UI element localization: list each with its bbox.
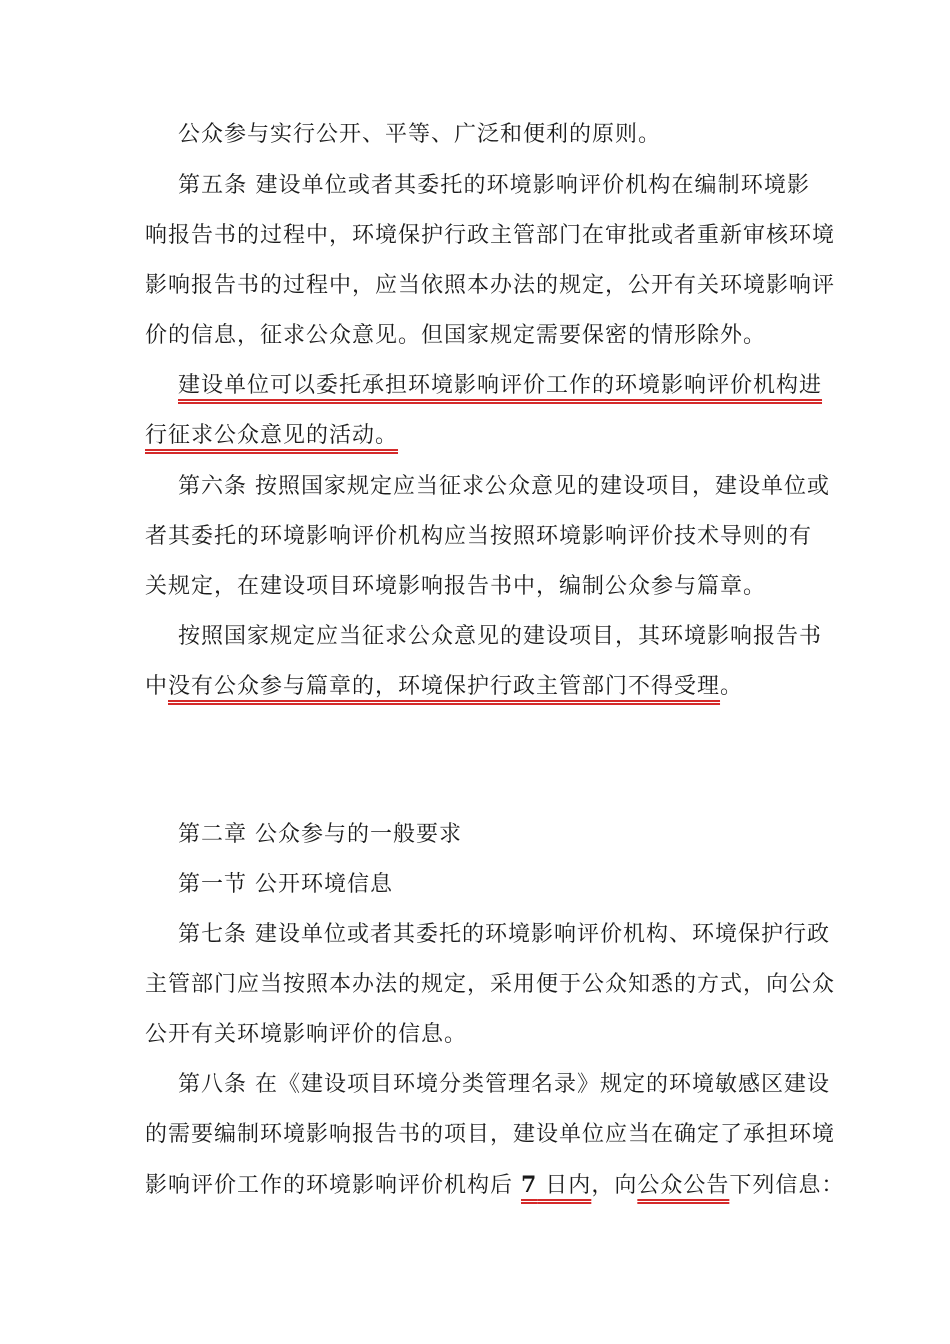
article-7-line: 第七条 建设单位或者其委托的环境影响评价机构、环境保护行政 (178, 922, 830, 947)
underlined-line: 建设单位可以委托承担环境影响评价工作的环境影响评价机构进 (178, 373, 823, 398)
paragraph-line (145, 1170, 845, 1200)
article-8-line: 第八条 在《建设项目环境分类管理名录》规定的环境敏感区建设 (178, 1072, 830, 1097)
section-heading: 第一节 公开环境信息 (178, 872, 393, 897)
article-5-line: 第五条 建设单位或者其委托的环境影响评价机构在编制环境影 (178, 173, 810, 198)
text-segment: 下列信息： (729, 1173, 845, 1198)
paragraph-line: 影响报告书的过程中，应当依照本办法的规定，公开有关环境影响评 (145, 273, 836, 298)
text-segment: 。 (720, 674, 744, 699)
paragraph-line: 主管部门应当按照本办法的规定，采用便于公众知悉的方式，向公众 (145, 972, 836, 997)
paragraph-line: 关规定，在建设项目环境影响报告书中，编制公众参与篇章。 (145, 574, 767, 599)
paragraph-line (145, 672, 810, 702)
paragraph-line: 公开有关环境影响评价的信息。 (145, 1022, 468, 1047)
paragraph-line: 价的信息，征求公众意见。但国家规定需要保密的情形除外。 (145, 323, 767, 348)
paragraph-line: 按照国家规定应当征求公众意见的建设项目，其环境影响报告书 (178, 624, 823, 649)
text-segment: ，向 (591, 1173, 638, 1198)
underlined-text: 没有公众参与篇章的，环境保护行政主管部门不得受理 (168, 674, 721, 699)
underlined-text: 日内 (537, 1173, 592, 1198)
paragraph-line: 者其委托的环境影响评价机构应当按照环境影响评价技术导则的有 (145, 524, 813, 549)
paragraph-line: 公众参与实行公开、平等、广泛和便利的原则。 (178, 122, 662, 147)
text-segment: 影响评价工作的环境影响评价机构后 (145, 1173, 521, 1198)
paragraph-line: 的需要编制环境影响报告书的项目，建设单位应当在确定了承担环境 (145, 1122, 836, 1147)
text-segment: 中 (145, 674, 169, 699)
underlined-number: 7 (521, 1172, 538, 1198)
chapter-heading: 第二章 公众参与的一般要求 (178, 822, 462, 847)
underlined-line: 行征求公众意见的活动。 (145, 423, 399, 448)
paragraph-line: 响报告书的过程中，环境保护行政主管部门在审批或者重新审核环境 (145, 223, 836, 248)
underlined-text: 公众公告 (637, 1173, 730, 1198)
article-6-line: 第六条 按照国家规定应当征求公众意见的建设项目，建设单位或 (178, 474, 830, 499)
